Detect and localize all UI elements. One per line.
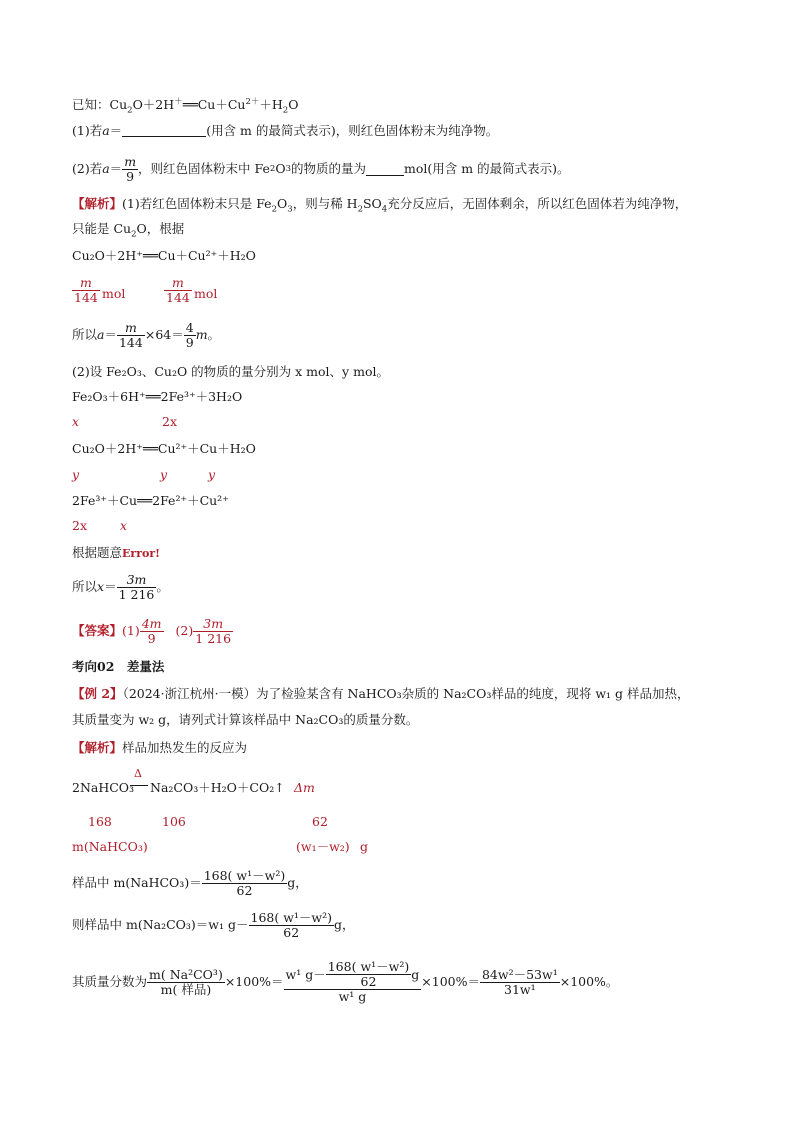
eq2-values: x 2x xyxy=(72,414,178,429)
equation-fe2o3-acid: Fe₂O₃＋6H⁺══2Fe³⁺＋3H₂O xyxy=(72,389,243,404)
eq3-values: y y y xyxy=(72,467,216,482)
analysis-2: 【解析】样品加热发生的反应为 xyxy=(72,740,248,755)
equation-cu2o-acid-2: Cu₂O＋2H⁺══Cu²⁺＋Cu＋H₂O xyxy=(72,441,256,456)
example-2-line2: 其质量变为 w₂ g，请列式计算该样品中 Na₂CO₃的质量分数。 xyxy=(72,712,419,727)
so-a-equation: 所以 a ＝ $\frac{m}{144}$ ×64＝ $\frac{4}{9}$ m 。 xyxy=(72,319,221,350)
fraction-m-over-9: $\frac{m}{9}$ xyxy=(124,153,137,184)
sample-na2co3: 则样品中 m(Na₂CO₃)＝w₁ g－ $\frac{\text{168( w¹－w²)}}{62}$ g， xyxy=(72,909,355,940)
compound-fraction: w¹ g－ $\frac{\text{168( w¹－w²)}}{62}$ g w¹ g xyxy=(285,959,420,1004)
analysis-1-line1: 【解析】(1)若红色固体粉末只是 $Fe_2O_3$，则与稀 $H_2SO_4$充分反应后，无固体剩余，所以红色固体若为纯净物， xyxy=(72,196,688,215)
section-title: 考向02 差量法 xyxy=(72,659,165,674)
analysis-1-line2: 只能是 $Cu_2O$，根据 xyxy=(72,221,185,240)
sample-nahco3: 样品中 m(NaHCO₃)＝ $\frac{\text{168( w¹－w²)}}{62}$ g， xyxy=(72,867,308,898)
mass-row: m(NaHCO₃) (w₁－w₂) g xyxy=(72,839,369,854)
fraction-m-144-a: $\frac{m}{144}$ xyxy=(74,275,98,305)
so-x-equation: 所以 x ＝ $\frac{3m}{1 216}$ 。 xyxy=(72,571,169,602)
question-1: (1)若a＝ (用含 m 的最简式表示)，则红色固体粉末为纯净物。 xyxy=(72,123,499,138)
set-variables: (2)设 Fe₂O₃、Cu₂O 的物质的量分别为 x mol、y mol。 xyxy=(72,364,389,379)
coefficient-row: 168 106 62 xyxy=(88,814,328,829)
answer-line: 【答案】 (1) $\frac{4m}{9}$ (2) $\frac{3m}{1 216}$ xyxy=(72,615,232,646)
equation-fe3-cu: 2Fe³⁺＋Cu══2Fe²⁺＋Cu²⁺ xyxy=(72,493,229,508)
question-2: (2)若 a ＝ $\frac{m}{9}$ ，则红色固体粉末中 Fe 2 O 3 的物质的量为 mol(用含 m 的最简式表示)。 xyxy=(72,153,570,184)
heating-reaction: 2NaHCO₃ Δ Na₂CO₃＋H₂O＋CO₂↑ Δm xyxy=(72,767,315,795)
basis-line: 根据题意Error! xyxy=(72,545,160,560)
answer-blank-2 xyxy=(366,163,404,176)
fraction-m-144-b: $\frac{m}{144}$ xyxy=(166,275,190,305)
equation-cu2o-acid: Cu₂O＋2H⁺══Cu＋Cu²⁺＋H₂O xyxy=(72,248,256,263)
reaction-arrow xyxy=(130,785,148,786)
eq4-values: 2x x xyxy=(72,518,128,533)
mass-fraction: 其质量分数为 $\frac{\text{m( Na²CO³)}}{\text{m( 样品)}}$ ×100%＝ w¹ g－ $\frac{\text{168( w¹－w²)}}{62}$ g w¹ g ×100%＝ $\frac{\text{84w²－53w¹}}{\text{31w¹}}$ ×100%。 xyxy=(72,959,619,1004)
answer-blank-1 xyxy=(122,124,206,137)
known-equation: 已知：$Cu_2O+2H^+══Cu+Cu^{2+}+H_2O$ xyxy=(72,96,299,116)
example-2-line1: 【例 2】（2024·浙江杭州·一模）为了检验某含有 NaHCO₃杂质的 Na₂CO₃样品的纯度，现将 w₁ g 样品加热， xyxy=(72,686,690,701)
